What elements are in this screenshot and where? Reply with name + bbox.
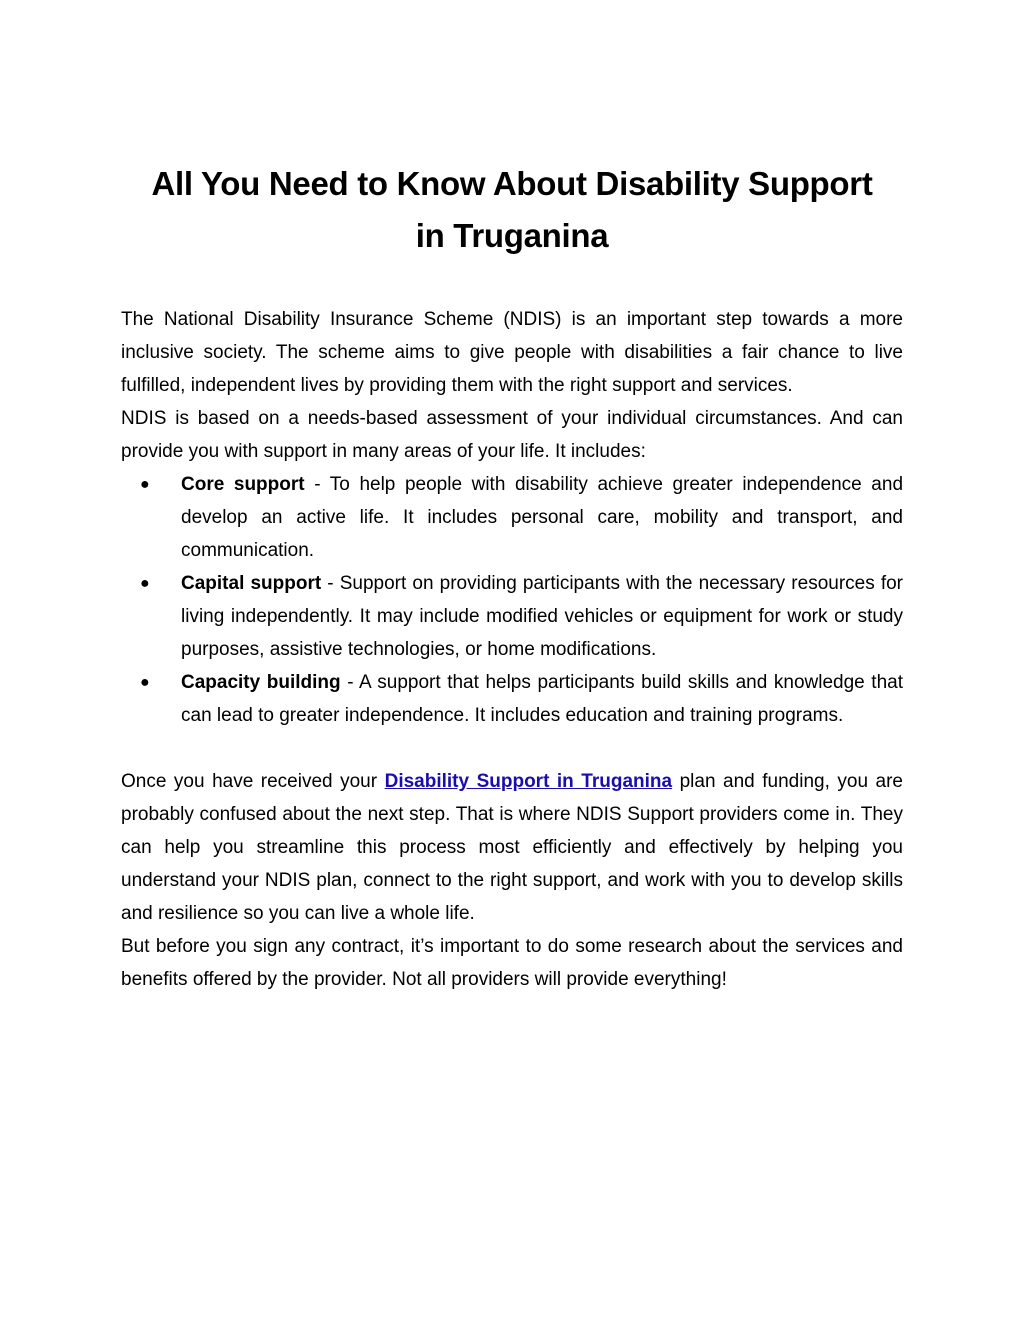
- list-item-term: Capacity building: [181, 672, 341, 693]
- disability-support-link[interactable]: Disability Support in Truganina: [384, 771, 673, 792]
- list-item-core-support: [121, 468, 903, 567]
- page-title: [121, 158, 903, 262]
- plan-text-after-link: plan and funding, you are probably confused about the next step. That is where NDIS Support providers come in. They can help you streamline this process most efficiently and effectively by helping you understand your NDIS plan, connect to the right support, and work with you to develop skills and resilience so you can live a whole life.: [121, 771, 903, 924]
- plan-text-before-link: Once you have received your: [121, 771, 385, 792]
- list-item-capacity-building: [121, 666, 903, 732]
- final-paragraph: But before you sign any contract, it’s important to do some research about the services and benefits offered by the provider. Not all providers will provide everything!: [121, 936, 903, 990]
- list-item-text: - A support that helps participants build skills and knowledge that can lead to greater independence. It includes education and training programs.: [181, 672, 903, 726]
- support-types-list: [121, 468, 903, 732]
- plan-paragraph: [121, 765, 903, 930]
- intro-paragraph: The National Disability Insurance Scheme (NDIS) is an important step towards a more inclusive society. The scheme aims to give people with disabilities a fair chance to live fulfilled, independent lives by providing them with the right support and services.: [121, 309, 903, 396]
- list-item-term: Core support: [181, 474, 305, 495]
- bullet-icon: ●: [140, 476, 150, 493]
- ndis-paragraph: NDIS is based on a needs-based assessment of your individual circumstances. And can provide you with support in many areas of your life. It includes:: [121, 408, 903, 462]
- bullet-icon: ●: [140, 674, 150, 691]
- paragraph-gap: [121, 732, 903, 765]
- bullet-icon: ●: [140, 575, 150, 592]
- list-item-text: - To help people with disability achieve greater independence and develop an active life. It includes personal care, mobility and transport, and communication.: [181, 474, 904, 561]
- list-item-text: - Support on providing participants with the necessary resources for living independently. It may include modified vehicles or equipment for work or study purposes, assistive technologies, or home modifications.: [181, 573, 904, 660]
- list-item-capital-support: [121, 567, 903, 666]
- list-item-term: Capital support: [181, 573, 322, 594]
- title-line-2: in Truganina: [415, 217, 609, 254]
- article-body: [121, 303, 903, 996]
- title-line-1: All You Need to Know About Disability Support: [151, 165, 873, 202]
